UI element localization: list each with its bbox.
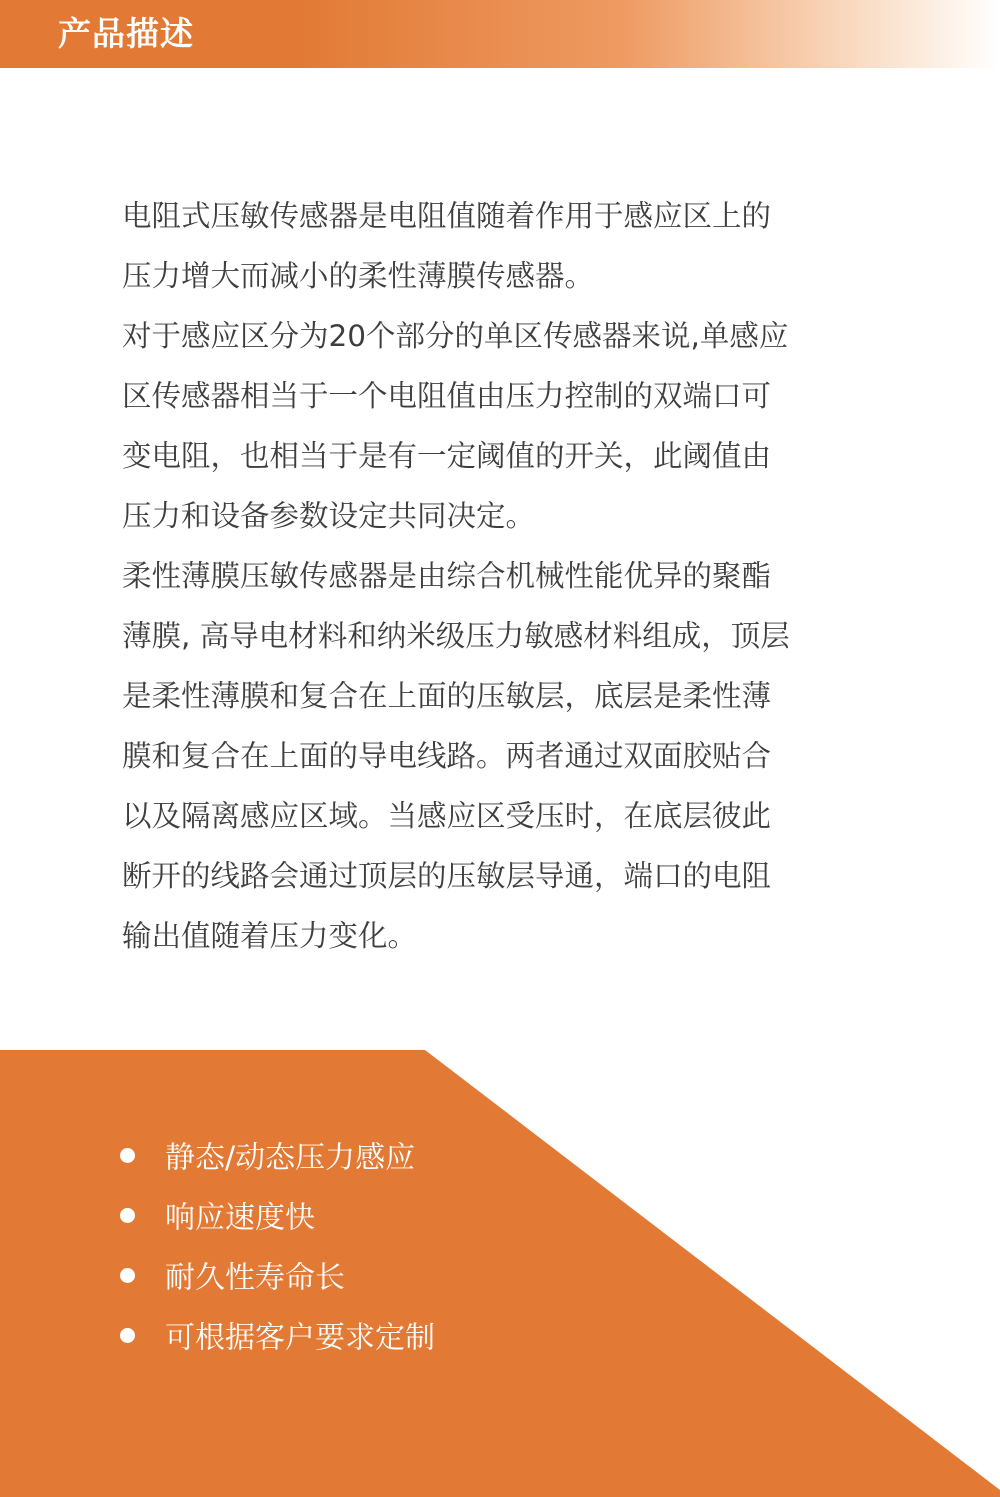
product-description xyxy=(122,186,902,966)
description-line: 对于感应区分为20个部分的单区传感器来说,单感应 xyxy=(122,319,789,353)
description-line: 薄膜, 高导电材料和纳米级压力敏感材料组成，顶层 xyxy=(122,619,790,653)
section-title: 产品描述 xyxy=(58,14,194,53)
description-line: 输出值随着压力变化。 xyxy=(122,919,418,953)
feature-item xyxy=(120,1248,435,1308)
section-header-bar xyxy=(0,0,1000,68)
bullet-dot-icon xyxy=(120,1208,135,1223)
description-line: 压力和设备参数设定共同决定。 xyxy=(122,499,536,533)
feature-list xyxy=(120,1128,435,1368)
bullet-dot-icon xyxy=(120,1328,135,1343)
description-line: 电阻式压敏传感器是电阻值随着作用于感应区上的 xyxy=(122,199,772,233)
bullet-dot-icon xyxy=(120,1268,135,1283)
description-line: 柔性薄膜压敏传感器是由综合机械性能优异的聚酯 xyxy=(122,559,772,593)
description-line: 以及隔离感应区域。当感应区受压时，在底层彼此 xyxy=(122,799,772,833)
feature-item xyxy=(120,1128,435,1188)
feature-label: 可根据客户要求定制 xyxy=(165,1320,435,1356)
description-line: 膜和复合在上面的导电线路。两者通过双面胶贴合 xyxy=(122,739,772,773)
description-line: 是柔性薄膜和复合在上面的压敏层，底层是柔性薄 xyxy=(122,679,772,713)
feature-item xyxy=(120,1308,435,1368)
bullet-dot-icon xyxy=(120,1148,135,1163)
description-line: 变电阻，也相当于是有一定阈值的开关，此阈值由 xyxy=(122,439,772,473)
feature-label: 耐久性寿命长 xyxy=(165,1260,345,1296)
description-line: 断开的线路会通过顶层的压敏层导通，端口的电阻 xyxy=(122,859,772,893)
feature-label: 响应速度快 xyxy=(165,1200,315,1236)
description-line: 区传感器相当于一个电阻值由压力控制的双端口可 xyxy=(122,379,772,413)
description-line: 压力增大而减小的柔性薄膜传感器。 xyxy=(122,259,595,293)
feature-item xyxy=(120,1188,435,1248)
feature-label: 静态/动态压力感应 xyxy=(165,1140,416,1176)
